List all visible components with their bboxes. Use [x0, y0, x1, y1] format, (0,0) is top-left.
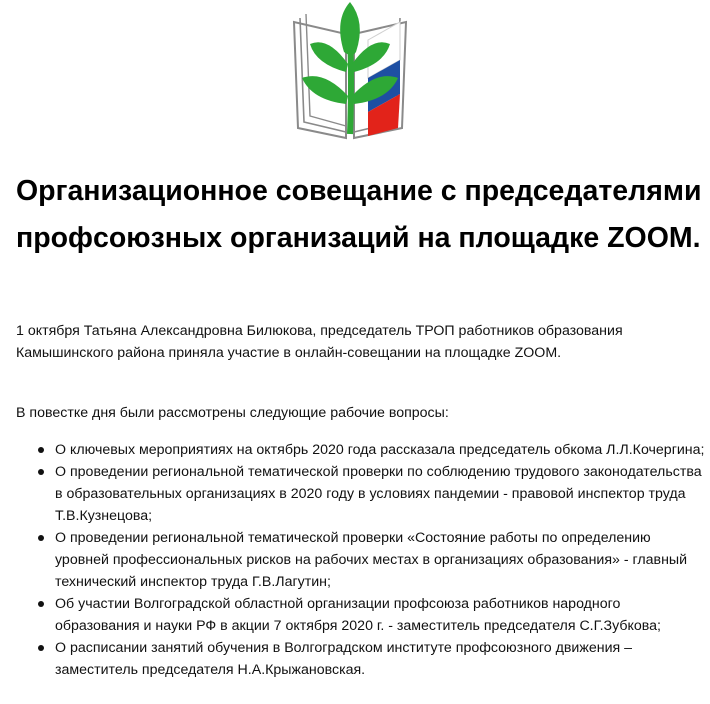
list-item: [16, 527, 706, 593]
bullet-icon: [38, 535, 44, 541]
list-item: [16, 439, 706, 461]
article-title: Организационное совещание с председателями профсоюзных организаций на площадке ZOOM.: [16, 175, 702, 254]
list-item: [16, 461, 706, 527]
list-item-text: О проведении региональной тематической проверки по соблюдению трудового законодательства в образовательных организациях в 2020 году в условиях пандемии - правовой инспектор труда Т.В.Кузнецова;: [55, 464, 702, 524]
union-logo: [288, 0, 412, 140]
bullet-icon: [38, 469, 44, 475]
list-item-text: О ключевых мероприятиях на октябрь 2020 года рассказала председатель обкома Л.Л.Кочергина;: [55, 442, 705, 458]
bullet-icon: [38, 601, 44, 607]
list-item: [16, 637, 706, 681]
list-item-text: Об участии Волгоградской областной организации профсоюза работников народного образования и науки РФ в акции 7 октября 2020 г. - заместитель председателя С.Г.Зубкова;: [55, 596, 661, 634]
union-book-sprout-icon: [288, 0, 412, 140]
list-item-text: О проведении региональной тематической проверки «Состояние работы по определению уровней профессиональных рисков на рабочих местах в организациях образования» - главный технический инспектор труда Г.В.Лагутин;: [55, 530, 688, 590]
agenda-intro: В повестке дня были рассмотрены следующие рабочие вопросы:: [16, 405, 449, 421]
list-item-text: О расписании занятий обучения в Волгоградском институте профсоюзного движения – заместитель председателя Н.А.Крыжановская.: [55, 640, 633, 678]
bullet-icon: [38, 447, 44, 453]
bullet-icon: [38, 645, 44, 651]
agenda-list: [16, 439, 706, 681]
article-intro: 1 октября Татьяна Александровна Билюкова, председатель ТРОП работников образования Камышинского района приняла участие в онлайн-совещании на площадке ZOOM.: [16, 323, 623, 361]
list-item: [16, 593, 706, 637]
